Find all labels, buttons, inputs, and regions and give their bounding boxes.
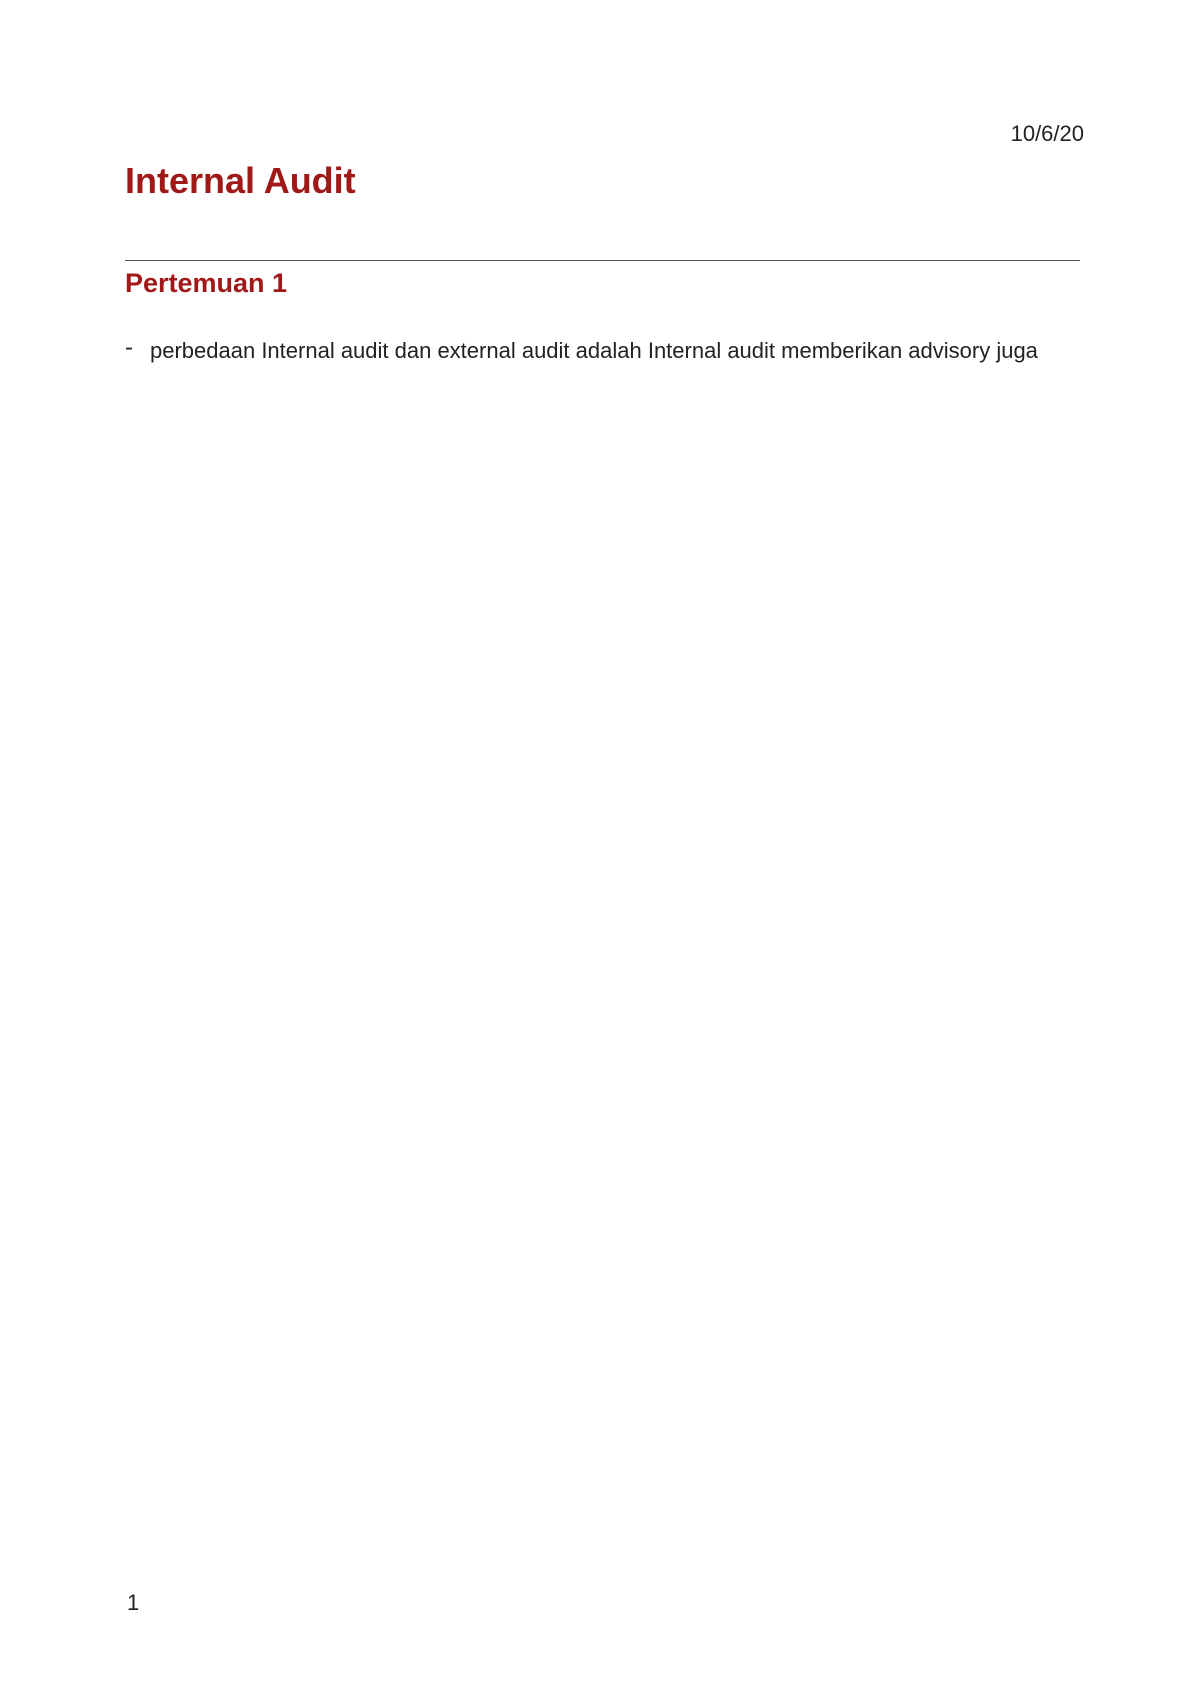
list-item-text: perbedaan Internal audit dan external audit adalah Internal audit memberikan advisory juga xyxy=(150,338,1038,363)
bullet-list xyxy=(125,330,1085,372)
dash-bullet-icon: - xyxy=(125,334,133,361)
section-heading: Pertemuan 1 xyxy=(125,268,288,298)
section-divider xyxy=(125,260,1080,261)
list-item xyxy=(125,330,1085,372)
note-date: 10/6/20 xyxy=(1010,121,1084,146)
page-title: Internal Audit xyxy=(125,160,356,201)
page-number: 1 xyxy=(127,1590,140,1615)
